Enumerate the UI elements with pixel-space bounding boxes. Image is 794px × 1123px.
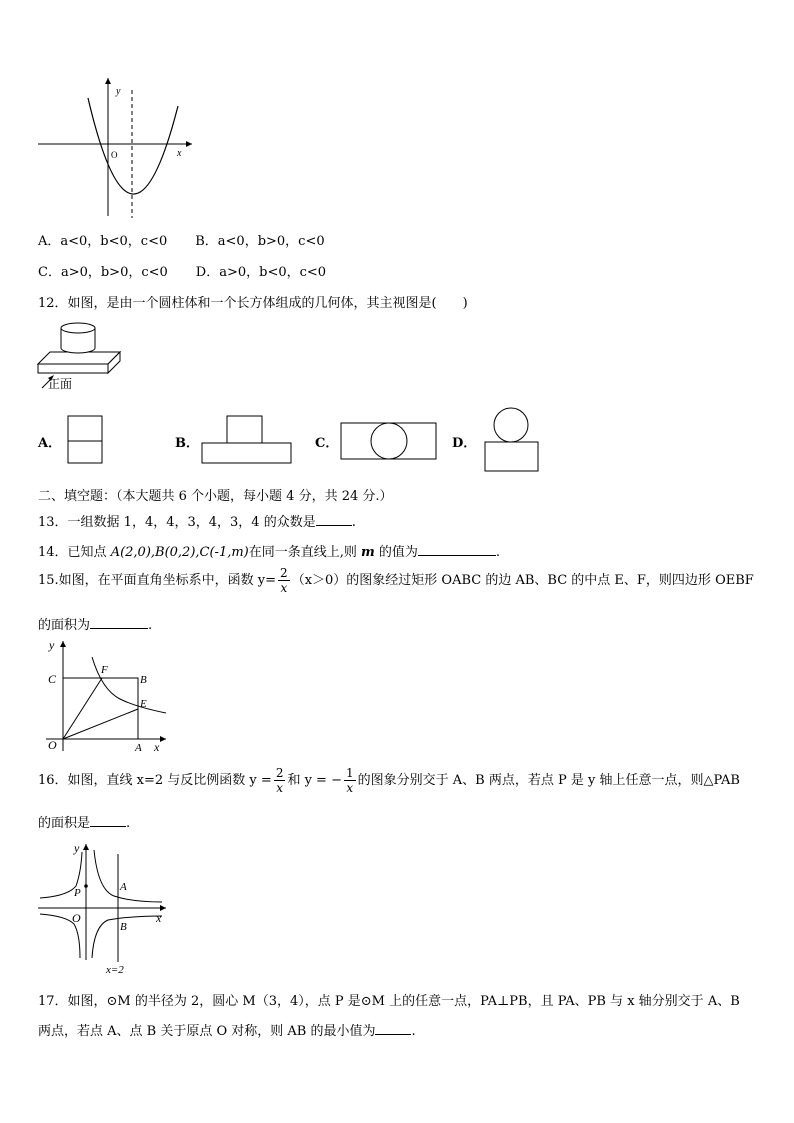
q11-options-row1 xyxy=(38,230,325,249)
q11-options-row2 xyxy=(38,261,326,280)
q12-front-label: 正面 xyxy=(48,377,73,391)
q12-cylinder-top xyxy=(61,323,95,333)
q11-y-arrow xyxy=(105,78,111,84)
svg-text:B: B xyxy=(140,674,147,686)
q11-x-label: x xyxy=(177,148,182,159)
q16-stem-line2: 的面积是 . xyxy=(38,816,131,831)
svg-text:x: x xyxy=(156,911,162,925)
q16-stem: 16．如图，直线 x=2 与反比例函数 y = $\frac{2}{x}$ 和 y = − $\frac{1}{x}$ 的图象分别交于 A、B 两点，若点 P 是 y 轴上任意一点，则△PAB xyxy=(38,766,740,795)
q12-option-b-label: B． xyxy=(175,436,199,451)
q12-box-front xyxy=(38,364,108,373)
svg-text:C: C xyxy=(48,672,57,686)
q11-parabola-figure xyxy=(36,76,196,220)
svg-text:O: O xyxy=(72,911,81,925)
svg-text:y: y xyxy=(74,841,80,855)
q14-points: A(2,0),B(0,2),C(-1,m) xyxy=(110,545,249,560)
svg-text:E: E xyxy=(140,698,147,710)
q12-option-d-figure xyxy=(482,406,542,474)
q16-point-p xyxy=(84,884,88,888)
q15-figure xyxy=(40,635,170,755)
q11-parabola xyxy=(88,98,178,194)
q16-figure xyxy=(36,840,170,978)
q15-stem-line2: 的面积为 . xyxy=(38,618,153,633)
q11-option-b: B．a<0，b>0，c<0 xyxy=(195,234,325,249)
q17-stem-line1: 17．如图，⊙M 的半径为 2，圆心 M（3，4），点 P 是⊙M 上的任意一点，PA⊥PB，且 PA、PB 与 x 轴分别交于 A、B xyxy=(38,994,740,1009)
q12-option-a-figure xyxy=(66,414,106,466)
q15-stem: 15.如图，在平面直角坐标系中，函数 y= $\frac{2}{x}$ （x＞0）的图象经过矩形 OABC 的边 AB、BC 的中点 E、F，则四边形 OEBF xyxy=(38,566,754,595)
q13-answer-blank[interactable] xyxy=(316,515,352,526)
q12-option-b-figure xyxy=(200,414,294,466)
svg-text:P: P xyxy=(74,887,81,899)
q11-y-label: y xyxy=(116,86,121,97)
q12-box-top xyxy=(38,352,120,364)
q12-option-d-label: D． xyxy=(452,436,477,451)
q17-answer-blank[interactable] xyxy=(375,1024,411,1035)
q11-option-a: A．a<0，b<0，c<0 xyxy=(38,234,168,249)
q12-stem: 12．如图，是由一个圆柱体和一个长方体组成的几何体，其主视图是( ) xyxy=(38,296,468,311)
q15-fraction: $\frac{2}{x}$ xyxy=(280,566,288,595)
q15-rectangle xyxy=(63,678,138,739)
svg-text:B: B xyxy=(120,921,127,933)
svg-text:x=2: x=2 xyxy=(106,964,124,976)
q11-option-d: D．a>0，b<0，c<0 xyxy=(195,265,327,280)
q11-x-arrow xyxy=(186,141,192,147)
q16-fraction-1: $\frac{2}{x}$ xyxy=(275,766,284,795)
section2-heading: 二、填空题：（本大题共 6 个小题，每小题 4 分，共 24 分.） xyxy=(38,489,393,504)
svg-text:A: A xyxy=(135,742,142,754)
q13-stem: 13．一组数据 1，4，4，3，4，3，4 的众数是 . xyxy=(38,515,356,530)
q11-option-c: C．a>0，b>0，c<0 xyxy=(38,265,168,280)
q11-origin-label: O xyxy=(111,150,118,160)
q16-answer-blank[interactable] xyxy=(90,816,126,827)
q12-option-c-label: C． xyxy=(315,436,339,451)
q17-stem-line2: 两点，若点 A、点 B 关于原点 O 对称，则 AB 的最小值为 . xyxy=(38,1024,416,1039)
svg-text:F: F xyxy=(101,664,108,676)
svg-text:x: x xyxy=(154,740,160,754)
svg-text:y: y xyxy=(49,638,55,652)
q16-fraction-2: $\frac{1}{x}$ xyxy=(345,766,354,795)
q14-stem: 14．已知点 A(2,0),B(0,2),C(-1,m)在同一条直线上,则 m 的值为 . xyxy=(38,545,501,560)
q14-answer-blank[interactable] xyxy=(418,545,496,556)
svg-text:A: A xyxy=(120,881,127,893)
q12-option-a-label: A． xyxy=(38,436,62,451)
q15-answer-blank[interactable] xyxy=(90,618,148,629)
svg-text:O: O xyxy=(48,738,57,752)
q12-option-c-figure xyxy=(339,420,439,462)
